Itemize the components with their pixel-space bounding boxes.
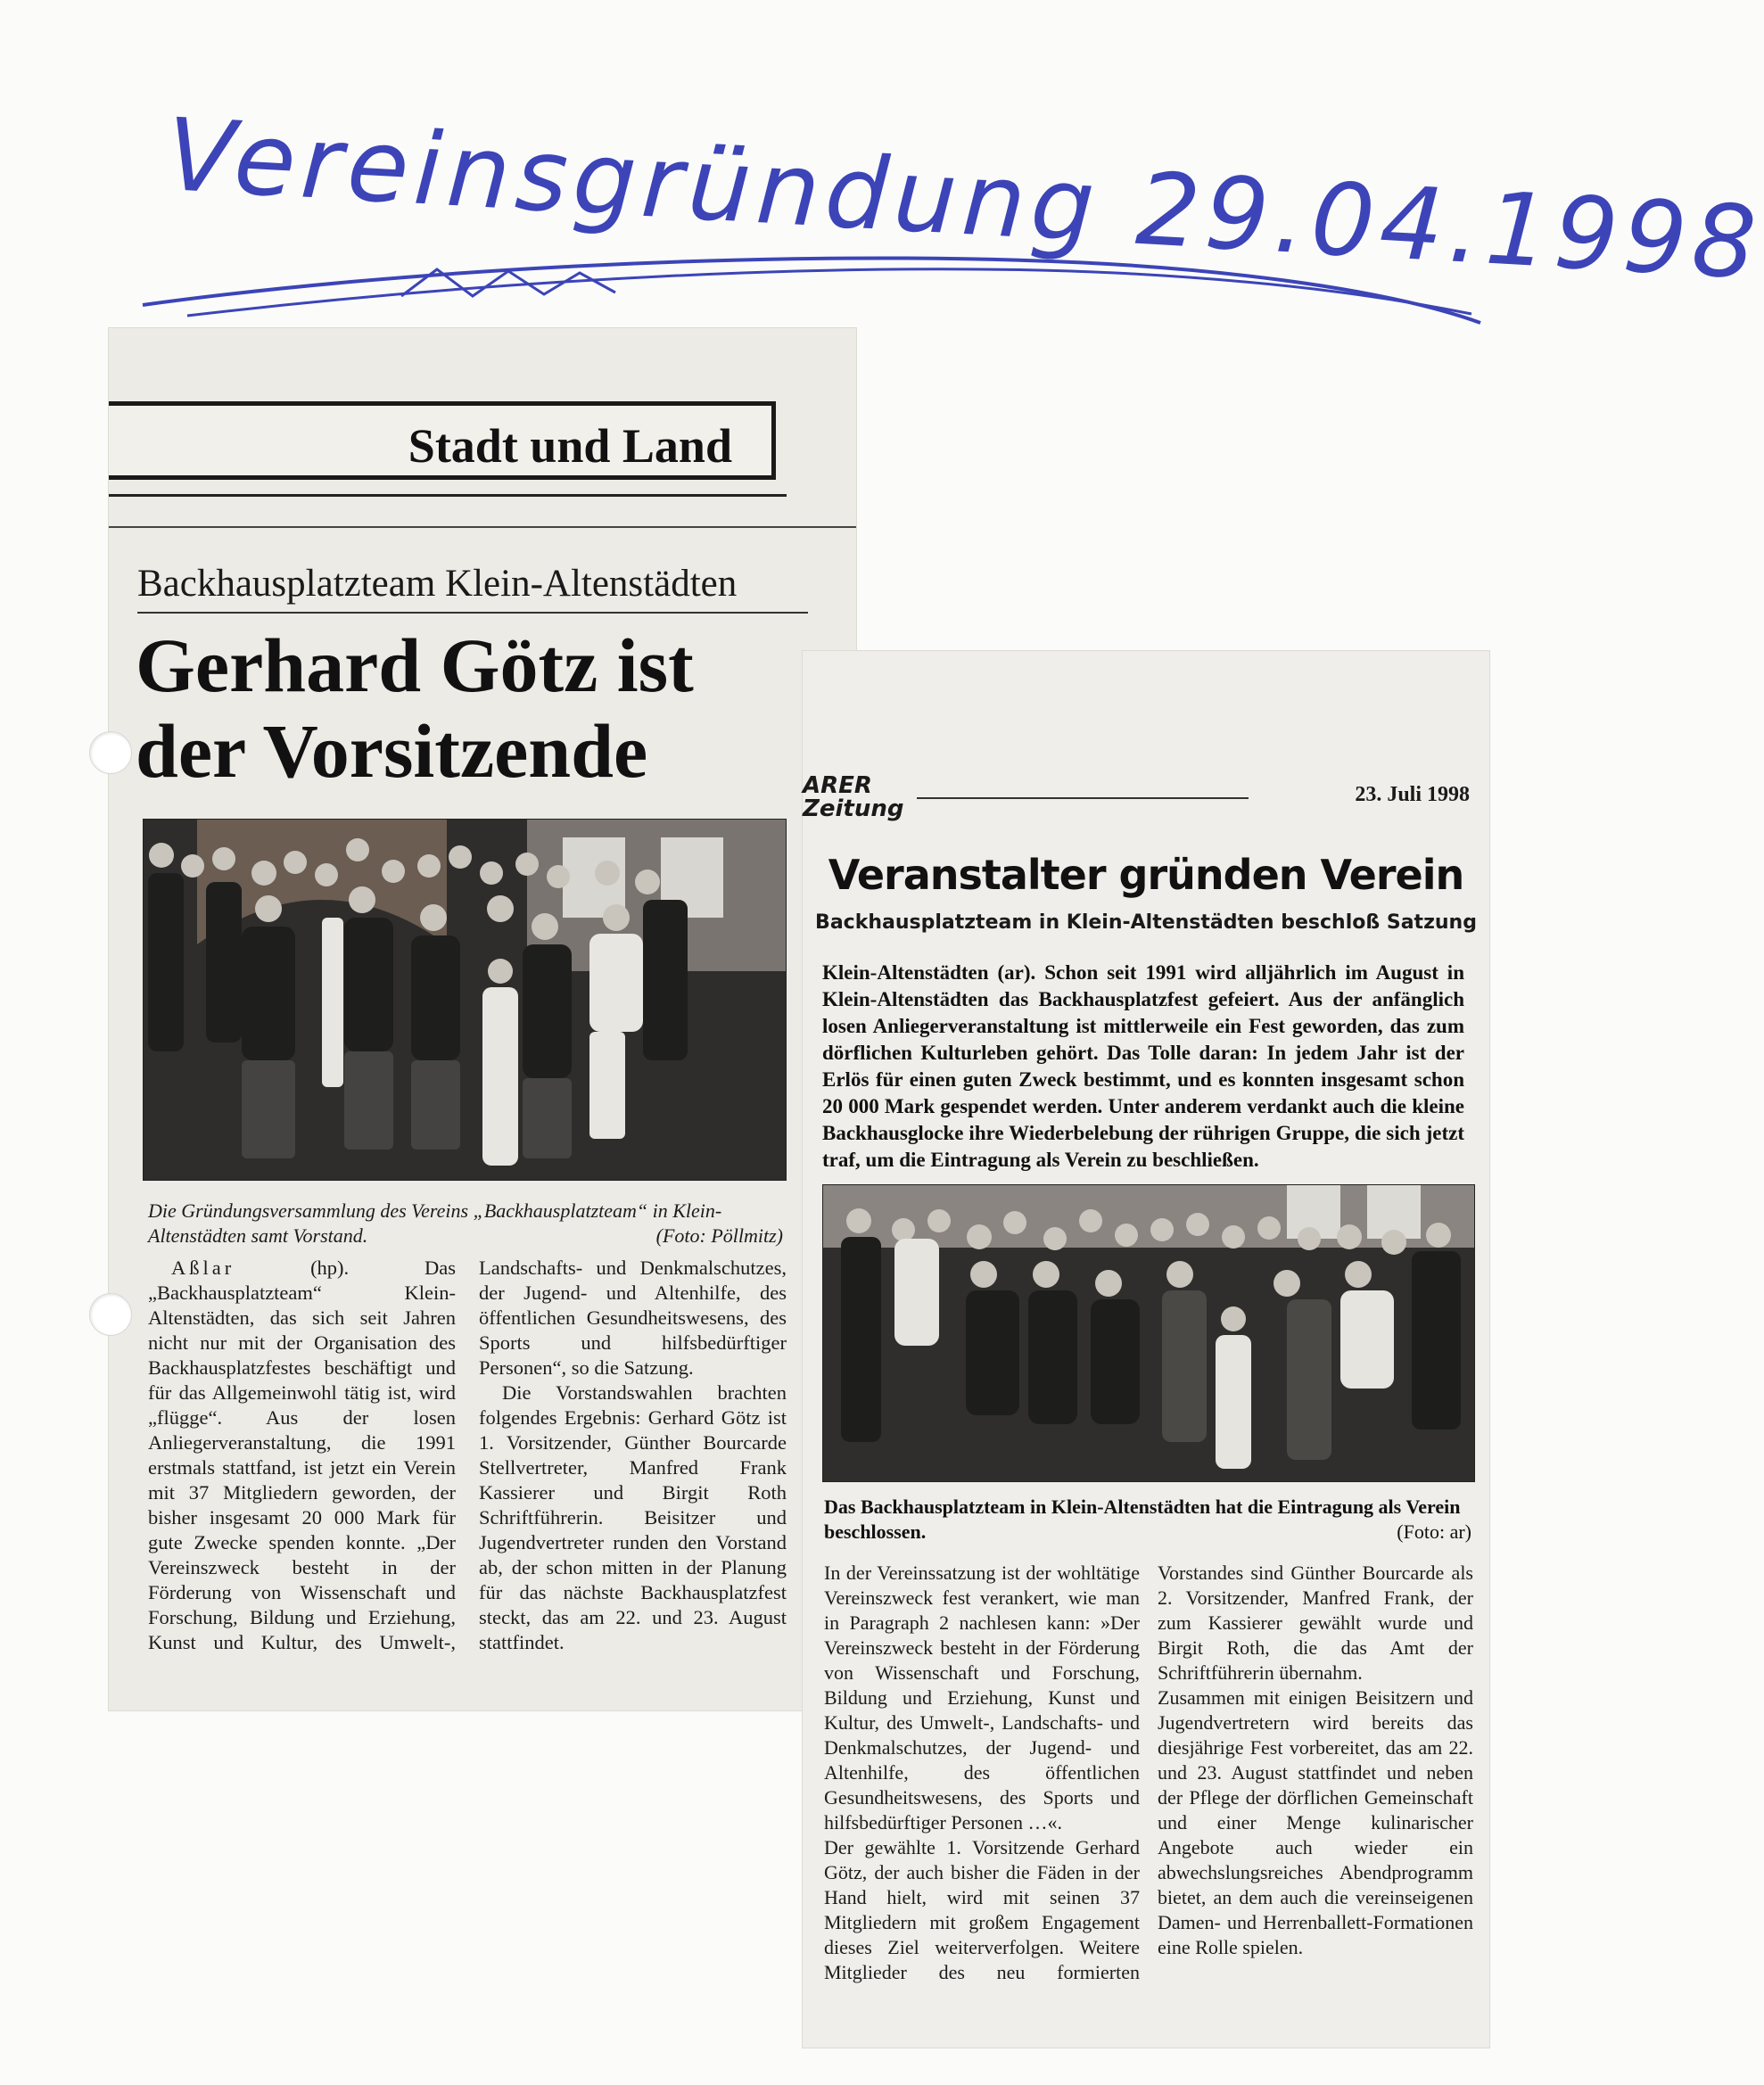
caption-text: Das Backhausplatzteam in Klein-Altenstädten hat die Eintragung als Verein beschlossen. [824,1496,1461,1543]
group-photo [143,819,787,1181]
photo-illustration [823,1185,1474,1481]
article-lead: Klein-Altenstädten (ar). Schon seit 1991 wird alljährlich im August in Klein-Altenstädten das Backhausplatzfest gefeiert. Aus der anfänglich losen Anliegerveranstaltung ist mittlerweile ein Fest geworden, das zum dörflichen Kulturleben gehört. Das Tolle daran: In jedem Jahr ist der Erlös für einen guten Zweck bestimmt, und es konnten insgesamt schon 20 000 Mark gespendet werden. Unter anderem verdankt auch die kleine Backhausglocke ihre Wiederbelebung der rührigen Gruppe, die sich jetzt traf, um die Eintragung als Verein zu beschließen. [822,961,1464,1171]
paragraph: Der gewählte 1. Vorsitzende Gerhard Götz, der auch bisher die Fäden in der Hand hielt, wird mit seinen 37 Mitgliedern mit großem Engagement dieses Ziel weiterverfolgen. Weitere Mitglieder des neu formierten Vorstandes sind Günther Bourcarde als 2. Vorsitzender, Manfred Frank, der zum Kassierer gewählt wurde und Birgit Roth, die das Amt der Schriftführerin übernahm. [824,1562,1473,1983]
divider [109,526,856,528]
article-body [148,1256,787,1655]
paragraph: Zusammen mit einigen Beisitzern und Jugendvertretern wird bereits das diesjährige Fest vorbereitet, das am 22. und 23. August stattfindet und neben der Pflege der dörflichen Gemeinschaft und einer Menge kulinarischer Angebote auch wieder ein abwechslungsreiches Abendprogramm bietet, an dem auch die vereinseigenen Damen- und Herrenballett-Formationen eine Rolle spielen. [1158,1686,1473,1958]
punch-hole-top [89,731,132,774]
handwritten-underline [134,234,1489,332]
article-body [824,1561,1473,1985]
photo-caption [148,1199,783,1249]
photo-credit: (Foto: ar) [1397,1520,1471,1543]
paragraph: Die Vorstandswahlen brachten folgendes Ergebnis: Gerhard Götz ist 1. Vorsitzender, Günther Bourcarde Stellvertreter, Manfred Frank Kassierer und Birgit Roth Schriftführerin. Beisitzer und Jugendvertreter runden den Vorstand ab, der schon mitten in der Planung für das nächste Backhausplatzfest steckt, das am 22. und 23. August stattfindet. [479,1381,787,1653]
newspaper-clipping-1 [109,328,856,1710]
section-title: Stadt und Land [408,419,732,473]
handwritten-note: Vereinsgründung 29.04.1998 [163,97,1764,302]
photo-illustration [144,820,786,1180]
caption-text: Die Gründungsversammlung des Vereins „Backhausplatzteam“ in Klein-Altenstädten samt Vorstand. [148,1199,722,1247]
article-headline [136,622,849,794]
paragraph-text: (hp). Das „Backhausplatzteam“ Klein-Altenstädten, das sich seit Jahren nicht nur mit der Organisation des Backhausplatzfestes beschäftigt und für das Allgemeinwohl tätig ist, wird „flügge“. Aus der losen Anliegerveranstaltung, die 1991 erstmals stattfand, ist jetzt ein Verein mit 37 Mitgliedern geworden, der bisher insgesamt 20 000 Mark für gute Zwecke spenden konnte. „Der Vereinszweck besteht in der Förderung von Wissenschaft und Forschung, Bildung und Erziehung, Kunst und Kultur, des Umwelt-, Landschafts- und Denkmalschutzes, der Jugend- und Altenhilfe, des öffentlichen Gesundheitswesens, des Sports und hilfsbedürftiger Personen“, so die Satzung. [148,1257,787,1653]
divider [917,797,1249,799]
article-subheadline: Backhausplatzteam in Klein-Altenstädten beschloß Satzung [815,911,1477,934]
photo-caption [824,1495,1471,1545]
article-kicker: Backhausplatzteam Klein-Altenstädten [137,563,738,605]
dateline: Aßlar [171,1257,235,1279]
headline-line-2: der Vorsitzende [136,708,648,794]
masthead-line-1: ARER [803,772,872,799]
divider [137,612,808,614]
punch-hole-bottom [89,1293,132,1336]
headline-line-1: Gerhard Götz ist [136,622,694,708]
newspaper-clipping-2 [803,651,1489,2048]
section-header-box [109,401,776,480]
article-headline: Veranstalter gründen Verein [828,851,1464,899]
newspaper-masthead [803,774,903,820]
group-photo [822,1184,1475,1482]
photo-credit: (Foto: Pöllmitz) [655,1224,783,1247]
divider [109,494,787,497]
paragraph: In der Vereinssatzung ist der wohltätige Vereinszweck fest verankert, wie man in Paragraph 2 nachlesen kann: »Der Vereinszweck besteht in der Förderung von Wissenschaft und Forschung, Bildung und Erziehung, Kunst und Kultur, des Umwelt-, Landschafts- und Denkmalschutzes, der Jugend- und Altenhilfe, des öffentlichen Gesundheitswesens, des Sports und hilfsbedürftiger Personen …«. [824,1562,1140,1834]
publication-date: 23. Juli 1998 [1355,783,1470,806]
masthead-line-2: Zeitung [803,795,904,822]
